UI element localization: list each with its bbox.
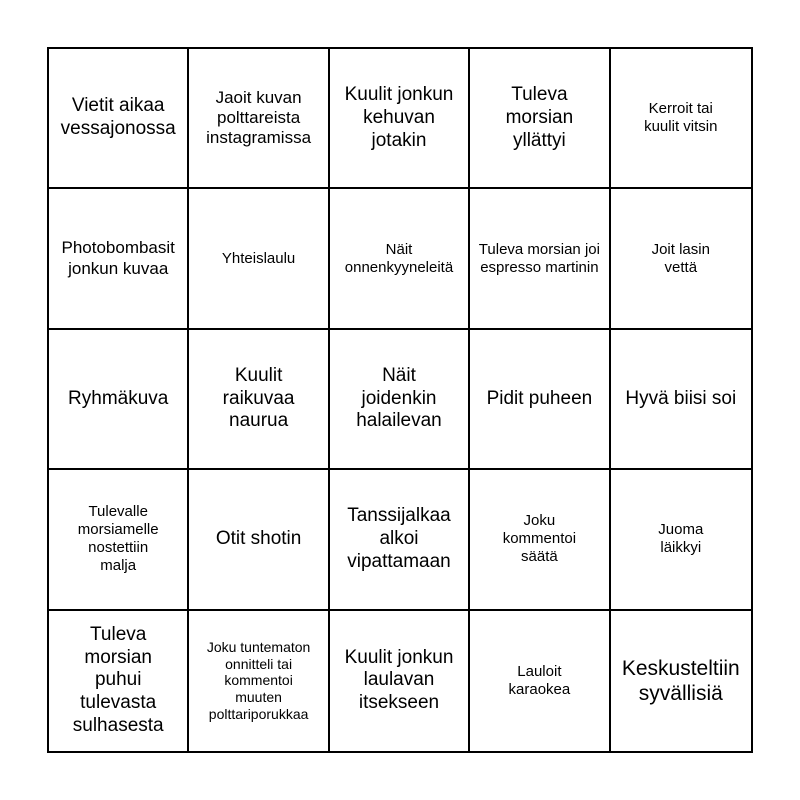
bingo-cell[interactable] xyxy=(49,330,189,470)
cell-text: Tuleva morsian yllättyi xyxy=(505,84,574,151)
bingo-cell[interactable] xyxy=(611,611,751,751)
bingo-cell[interactable] xyxy=(330,330,470,470)
bingo-cell[interactable] xyxy=(49,189,189,329)
cell-text: Pidit puheen xyxy=(486,387,593,409)
cell-text: Photobombasit jonkun kuvaa xyxy=(61,238,175,278)
bingo-cell[interactable] xyxy=(49,49,189,189)
bingo-cell[interactable] xyxy=(189,611,329,751)
cell-text: Kuulit jonkun kehuvan jotakin xyxy=(344,84,454,151)
cell-text: Lauloit karaokea xyxy=(508,662,571,698)
cell-text: Hyvä biisi soi xyxy=(625,387,737,409)
cell-text: Kuulit jonkun laulavan itsekseen xyxy=(344,646,454,714)
cell-text: Vietit aikaa vessajonossa xyxy=(60,95,176,140)
bingo-cell[interactable] xyxy=(189,330,329,470)
cell-text: Tanssijalkaa alkoi vipattamaan xyxy=(347,505,451,572)
cell-text: Kuulit raikuvaa naurua xyxy=(222,364,295,432)
bingo-cell[interactable] xyxy=(611,470,751,610)
bingo-cell[interactable] xyxy=(189,470,329,610)
bingo-board xyxy=(47,47,753,753)
bingo-cell[interactable] xyxy=(330,470,470,610)
bingo-cell[interactable] xyxy=(470,470,610,610)
bingo-cell[interactable] xyxy=(470,611,610,751)
cell-text: Näit onnenkyyneleitä xyxy=(344,240,454,276)
cell-text: Otit shotin xyxy=(215,527,302,549)
bingo-cell[interactable] xyxy=(330,49,470,189)
cell-text: Keskusteltiin syvällisiä xyxy=(621,656,740,705)
cell-text: Joit lasin vettä xyxy=(651,240,710,276)
bingo-cell[interactable] xyxy=(611,189,751,329)
cell-text: Jaoit kuvan polttareista instagramissa xyxy=(206,87,312,148)
bingo-cell[interactable] xyxy=(189,49,329,189)
bingo-cell[interactable] xyxy=(470,189,610,329)
cell-text: Tuleva morsian puhui tulevasta sulhasesta xyxy=(72,623,164,736)
bingo-cell[interactable] xyxy=(470,49,610,189)
bingo-cell[interactable] xyxy=(49,611,189,751)
cell-text: Tulevalle morsiamelle nostettiin malja xyxy=(77,503,159,575)
bingo-cell[interactable] xyxy=(470,330,610,470)
cell-text: Ryhmäkuva xyxy=(68,387,169,409)
cell-text: Juoma läikkyi xyxy=(658,521,704,557)
cell-text: Kerroit tai kuulit vitsin xyxy=(644,100,718,136)
bingo-cell[interactable] xyxy=(330,611,470,751)
bingo-cell[interactable] xyxy=(189,189,329,329)
cell-text: Tuleva morsian joi espresso martinin xyxy=(478,240,600,276)
bingo-cell[interactable] xyxy=(611,330,751,470)
cell-text: Näit joidenkin halailevan xyxy=(356,364,442,432)
bingo-cell[interactable] xyxy=(49,470,189,610)
cell-text: Joku kommentoi säätä xyxy=(502,512,577,566)
bingo-cell[interactable] xyxy=(611,49,751,189)
cell-text: Yhteislaulu xyxy=(221,249,296,267)
bingo-cell[interactable] xyxy=(330,189,470,329)
cell-text: Joku tuntematon onnitteli tai kommentoi muuten polttariporukkaa xyxy=(206,638,311,722)
